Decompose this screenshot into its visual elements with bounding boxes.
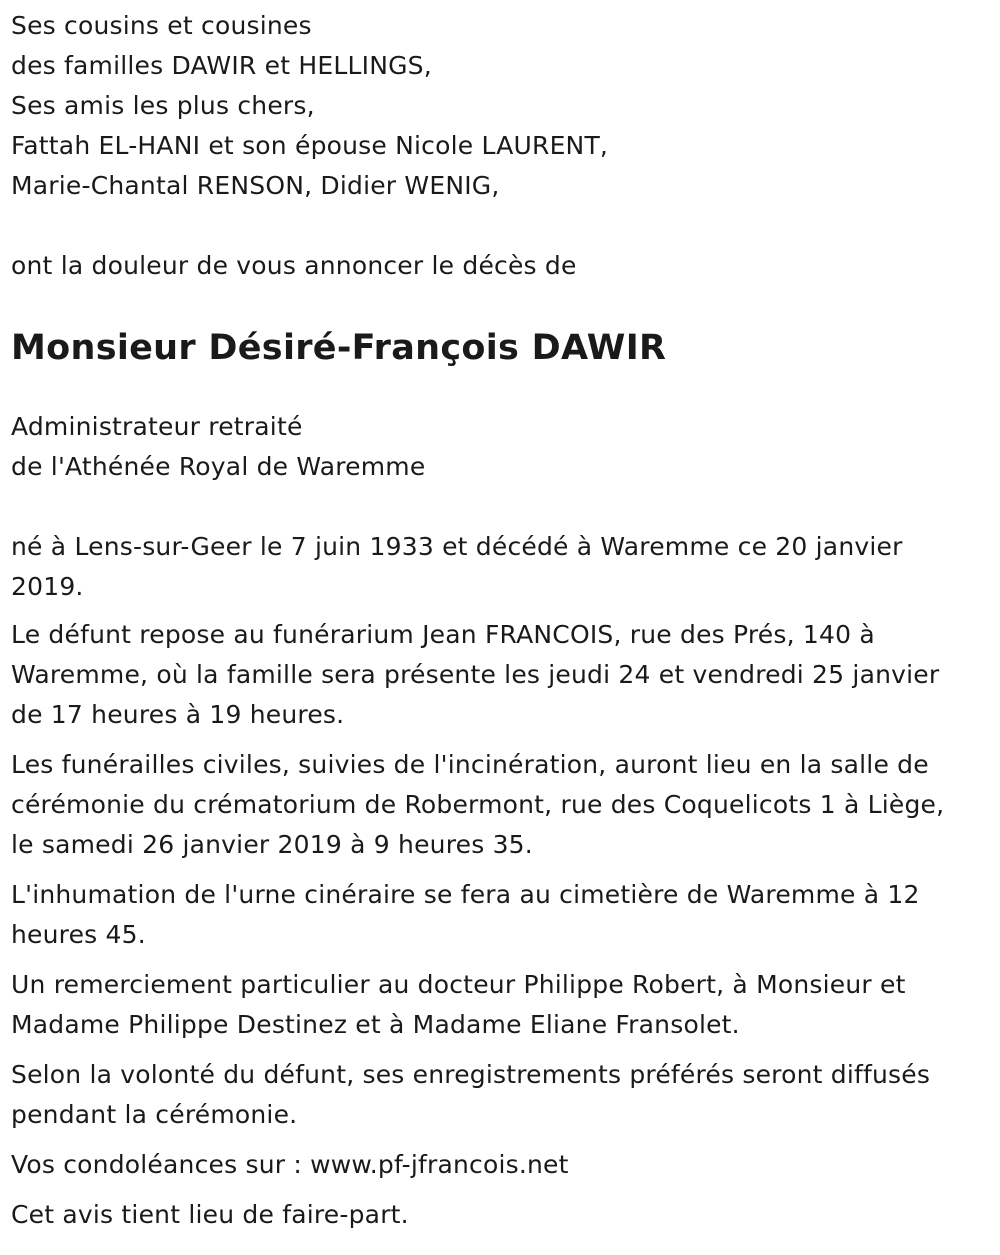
thanks-paragraph bbox=[11, 965, 991, 1045]
family-list bbox=[11, 6, 991, 206]
paragraph-line: Un remerciement particulier au docteur Philippe Robert, à Monsieur et bbox=[11, 970, 906, 999]
obituary-notice bbox=[11, 6, 991, 1235]
paragraph-line: pendant la cérémonie. bbox=[11, 1100, 298, 1129]
birth-death-paragraph bbox=[11, 527, 991, 607]
music-paragraph bbox=[11, 1055, 991, 1135]
family-line: des familles DAWIR et HELLINGS, bbox=[11, 51, 432, 80]
paragraph-line: Cet avis tient lieu de faire-part. bbox=[11, 1200, 409, 1229]
deceased-title bbox=[11, 407, 991, 487]
funerarium-paragraph bbox=[11, 615, 991, 735]
paragraph-line: cérémonie du crématorium de Robermont, rue des Coquelicots 1 à Liège, bbox=[11, 790, 945, 819]
announcement-text: ont la douleur de vous annoncer le décès de bbox=[11, 251, 577, 280]
paragraph-line: Selon la volonté du défunt, ses enregistrements préférés seront diffusés bbox=[11, 1060, 931, 1089]
notice-paragraph bbox=[11, 1195, 991, 1235]
paragraph-line: Waremme, où la famille sera présente les jeudi 24 et vendredi 25 janvier bbox=[11, 660, 940, 689]
notice-details bbox=[11, 527, 991, 1235]
ceremony-paragraph bbox=[11, 745, 991, 865]
paragraph-line: heures 45. bbox=[11, 920, 146, 949]
burial-paragraph bbox=[11, 875, 991, 955]
family-line: Marie-Chantal RENSON, Didier WENIG, bbox=[11, 171, 500, 200]
paragraph-line: Les funérailles civiles, suivies de l'incinération, auront lieu en la salle de bbox=[11, 750, 929, 779]
paragraph-line: né à Lens-sur-Geer le 7 juin 1933 et décédé à Waremme ce 20 janvier bbox=[11, 532, 903, 561]
paragraph-line: 2019. bbox=[11, 572, 84, 601]
family-line: Ses amis les plus chers, bbox=[11, 91, 315, 120]
condolences-link: Vos condoléances sur : www.pf-jfrancois.net bbox=[11, 1150, 569, 1179]
title-line: Administrateur retraité bbox=[11, 412, 303, 441]
deceased-name: Monsieur Désiré-François DAWIR bbox=[11, 328, 667, 368]
paragraph-line: Le défunt repose au funérarium Jean FRANCOIS, rue des Prés, 140 à bbox=[11, 620, 875, 649]
condolences-paragraph bbox=[11, 1145, 991, 1185]
family-line: Ses cousins et cousines bbox=[11, 11, 312, 40]
paragraph-line: Madame Philippe Destinez et à Madame Eliane Fransolet. bbox=[11, 1010, 740, 1039]
paragraph-line: le samedi 26 janvier 2019 à 9 heures 35. bbox=[11, 830, 533, 859]
family-line: Fattah EL-HANI et son épouse Nicole LAURENT, bbox=[11, 131, 609, 160]
paragraph-line: L'inhumation de l'urne cinéraire se fera au cimetière de Waremme à 12 bbox=[11, 880, 920, 909]
paragraph-line: de 17 heures à 19 heures. bbox=[11, 700, 345, 729]
title-line: de l'Athénée Royal de Waremme bbox=[11, 452, 426, 481]
